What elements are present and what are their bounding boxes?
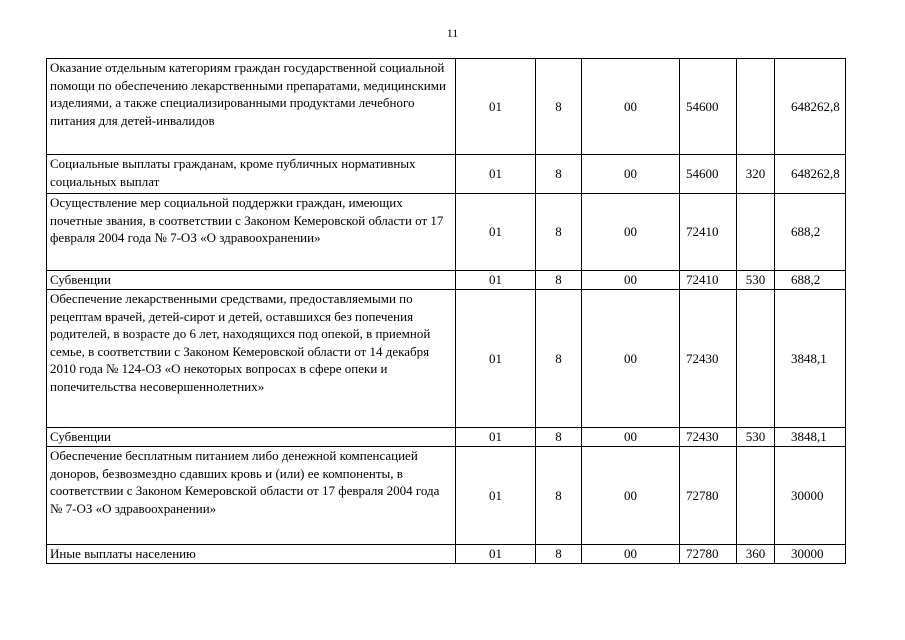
row-amount: 648262,8 — [775, 59, 846, 155]
row-code: 54600 — [680, 59, 737, 155]
row-section: 01 — [456, 59, 536, 155]
row-description: Иные выплаты населению — [47, 545, 456, 564]
row-type — [737, 194, 775, 271]
row-type — [737, 59, 775, 155]
row-code: 72780 — [680, 545, 737, 564]
row-program: 00 — [582, 545, 680, 564]
row-code: 54600 — [680, 155, 737, 194]
row-type — [737, 290, 775, 428]
row-code: 72410 — [680, 271, 737, 290]
row-section: 01 — [456, 155, 536, 194]
row-code: 72430 — [680, 428, 737, 447]
row-section: 01 — [456, 194, 536, 271]
row-type: 360 — [737, 545, 775, 564]
row-code: 72410 — [680, 194, 737, 271]
row-description: Обеспечение бесплатным питанием либо денежной компенсацией доноров, безвозмездно сдавших кровь и (или) ее компоненты, в соответствии с Законом Кемеровской области от 17 февраля 2004 года № 7-ОЗ «О здравоохранении» — [47, 447, 456, 545]
row-amount: 688,2 — [775, 271, 846, 290]
row-description: Субвенции — [47, 428, 456, 447]
budget-table — [46, 58, 846, 564]
row-subsection: 8 — [536, 447, 582, 545]
row-program: 00 — [582, 271, 680, 290]
row-description: Социальные выплаты гражданам, кроме публичных нормативных социальных выплат — [47, 155, 456, 194]
row-program: 00 — [582, 447, 680, 545]
row-subsection: 8 — [536, 155, 582, 194]
row-section: 01 — [456, 447, 536, 545]
row-program: 00 — [582, 290, 680, 428]
row-amount: 688,2 — [775, 194, 846, 271]
row-type — [737, 447, 775, 545]
row-program: 00 — [582, 155, 680, 194]
table-row — [47, 59, 846, 155]
table-row — [47, 290, 846, 428]
row-code: 72780 — [680, 447, 737, 545]
row-subsection: 8 — [536, 271, 582, 290]
table-row — [47, 271, 846, 290]
row-description: Оказание отдельным категориям граждан государственной социальной помощи по обеспечению лекарственными препаратами, медицинскими изделиями, а также специализированными продуктами лечебного питания для детей-инвалидов — [47, 59, 456, 155]
row-type: 530 — [737, 271, 775, 290]
row-description: Субвенции — [47, 271, 456, 290]
page-number: 11 — [446, 26, 459, 40]
row-section: 01 — [456, 545, 536, 564]
row-program: 00 — [582, 194, 680, 271]
row-section: 01 — [456, 271, 536, 290]
table-row — [47, 428, 846, 447]
row-code: 72430 — [680, 290, 737, 428]
row-amount: 3848,1 — [775, 290, 846, 428]
row-amount: 3848,1 — [775, 428, 846, 447]
row-description: Обеспечение лекарственными средствами, предоставляемыми по рецептам врачей, детей-сирот и детей, оставшихся без попечения родителей, в возрасте до 6 лет, находящихся под опекой, в приемной семье, в соответствии с Законом Кемеровской области от 14 декабря 2010 года № 124-ОЗ «О некоторых вопросах в сфере опеки и попечительства несовершеннолетних» — [47, 290, 456, 428]
row-subsection: 8 — [536, 59, 582, 155]
table-row — [47, 545, 846, 564]
row-subsection: 8 — [536, 290, 582, 428]
table-row — [47, 194, 846, 271]
row-section: 01 — [456, 290, 536, 428]
row-amount: 30000 — [775, 545, 846, 564]
row-subsection: 8 — [536, 428, 582, 447]
row-description: Осуществление мер социальной поддержки граждан, имеющих почетные звания, в соответствии с Законом Кемеровской области от 17 февраля 2004 года № 7-ОЗ «О здравоохранении» — [47, 194, 456, 271]
table-row — [47, 447, 846, 545]
row-section: 01 — [456, 428, 536, 447]
row-amount: 648262,8 — [775, 155, 846, 194]
table-row — [47, 155, 846, 194]
row-program: 00 — [582, 428, 680, 447]
row-program: 00 — [582, 59, 680, 155]
row-subsection: 8 — [536, 194, 582, 271]
row-subsection: 8 — [536, 545, 582, 564]
row-type: 320 — [737, 155, 775, 194]
row-amount: 30000 — [775, 447, 846, 545]
row-type: 530 — [737, 428, 775, 447]
